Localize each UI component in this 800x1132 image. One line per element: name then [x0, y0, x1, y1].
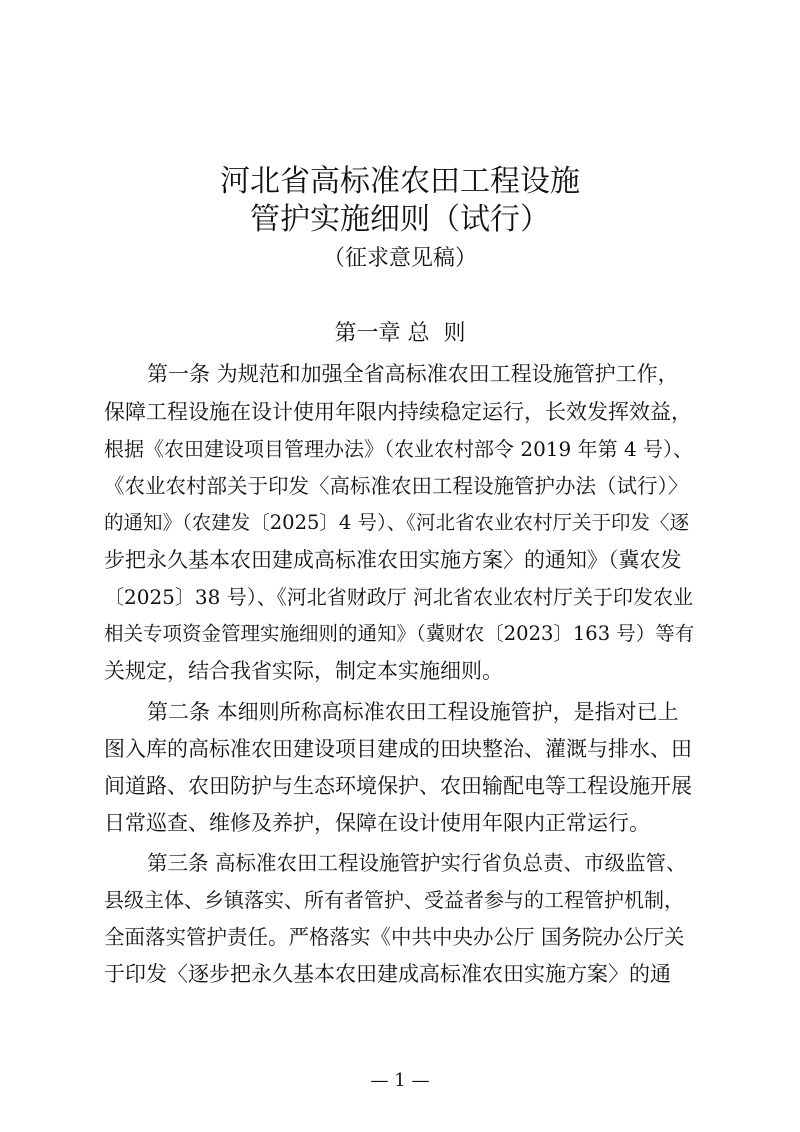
article-1-line: 相关专项资金管理实施细则的通知》（冀财农〔2023〕163 号）等有: [104, 622, 695, 645]
chapter-heading: 第一章 总 则: [334, 321, 466, 346]
article-1-line: 关规定，结合我省实际，制定本实施细则。: [104, 659, 503, 683]
article-2-line: 日常巡查、维修及养护，保障在设计使用年限内正常运行。: [104, 811, 650, 835]
article-3-line: 县级主体、乡镇落实、所有者管护、受益者参与的工程管护机制，: [104, 888, 684, 912]
article-1-line: 第一条 为规范和加强全省高标准农田工程设施管护工作，: [147, 362, 679, 386]
article-1-line: 〔2025〕38 号）、《河北省财政厅 河北省农业农村厅关于印发农业: [104, 585, 694, 609]
article-1-line: 保障工程设施在设计使用年限内持续稳定运行，长效发挥效益，: [104, 400, 692, 424]
article-1-line: 的通知》（农建发〔2025〕4 号）、《河北省农业农村厅关于印发〈逐: [104, 511, 689, 534]
document-title-line-1: 河北省高标准农田工程设施: [220, 164, 580, 199]
page-number: — 1 —: [370, 1070, 430, 1091]
article-2-line: 图入库的高标准农田建设项目建成的田块整治、灌溉与排水、田: [104, 737, 692, 761]
article-1-line: 根据《农田建设项目管理办法》（农业农村部令 2019 年第 4 号）、: [104, 437, 694, 461]
article-3-line: 于印发〈逐步把永久基本农田建成高标准农田实施方案〉的通: [104, 962, 671, 986]
article-3-line: 全面落实管护责任。严格落实《中共中央办公厅 国务院办公厅关: [104, 925, 685, 949]
article-2-line: 间道路、农田防护与生态环境保护、农田输配电等工程设施开展: [104, 774, 692, 798]
document-subtitle: （征求意见稿）: [322, 246, 477, 271]
article-1-line: 步把永久基本农田建成高标准农田实施方案〉的通知》（冀农发: [104, 548, 682, 572]
document-title-line-2: 管护实施细则（试行）: [250, 202, 550, 237]
article-2-line: 第二条 本细则所称高标准农田工程设施管护，是指对已上: [147, 700, 679, 724]
article-3-line: 第三条 高标准农田工程设施管护实行省负总责、市级监管、: [147, 851, 687, 875]
article-1-line: 《农业农村部关于印发〈高标准农田工程设施管护办法（试行）〉: [104, 474, 689, 498]
